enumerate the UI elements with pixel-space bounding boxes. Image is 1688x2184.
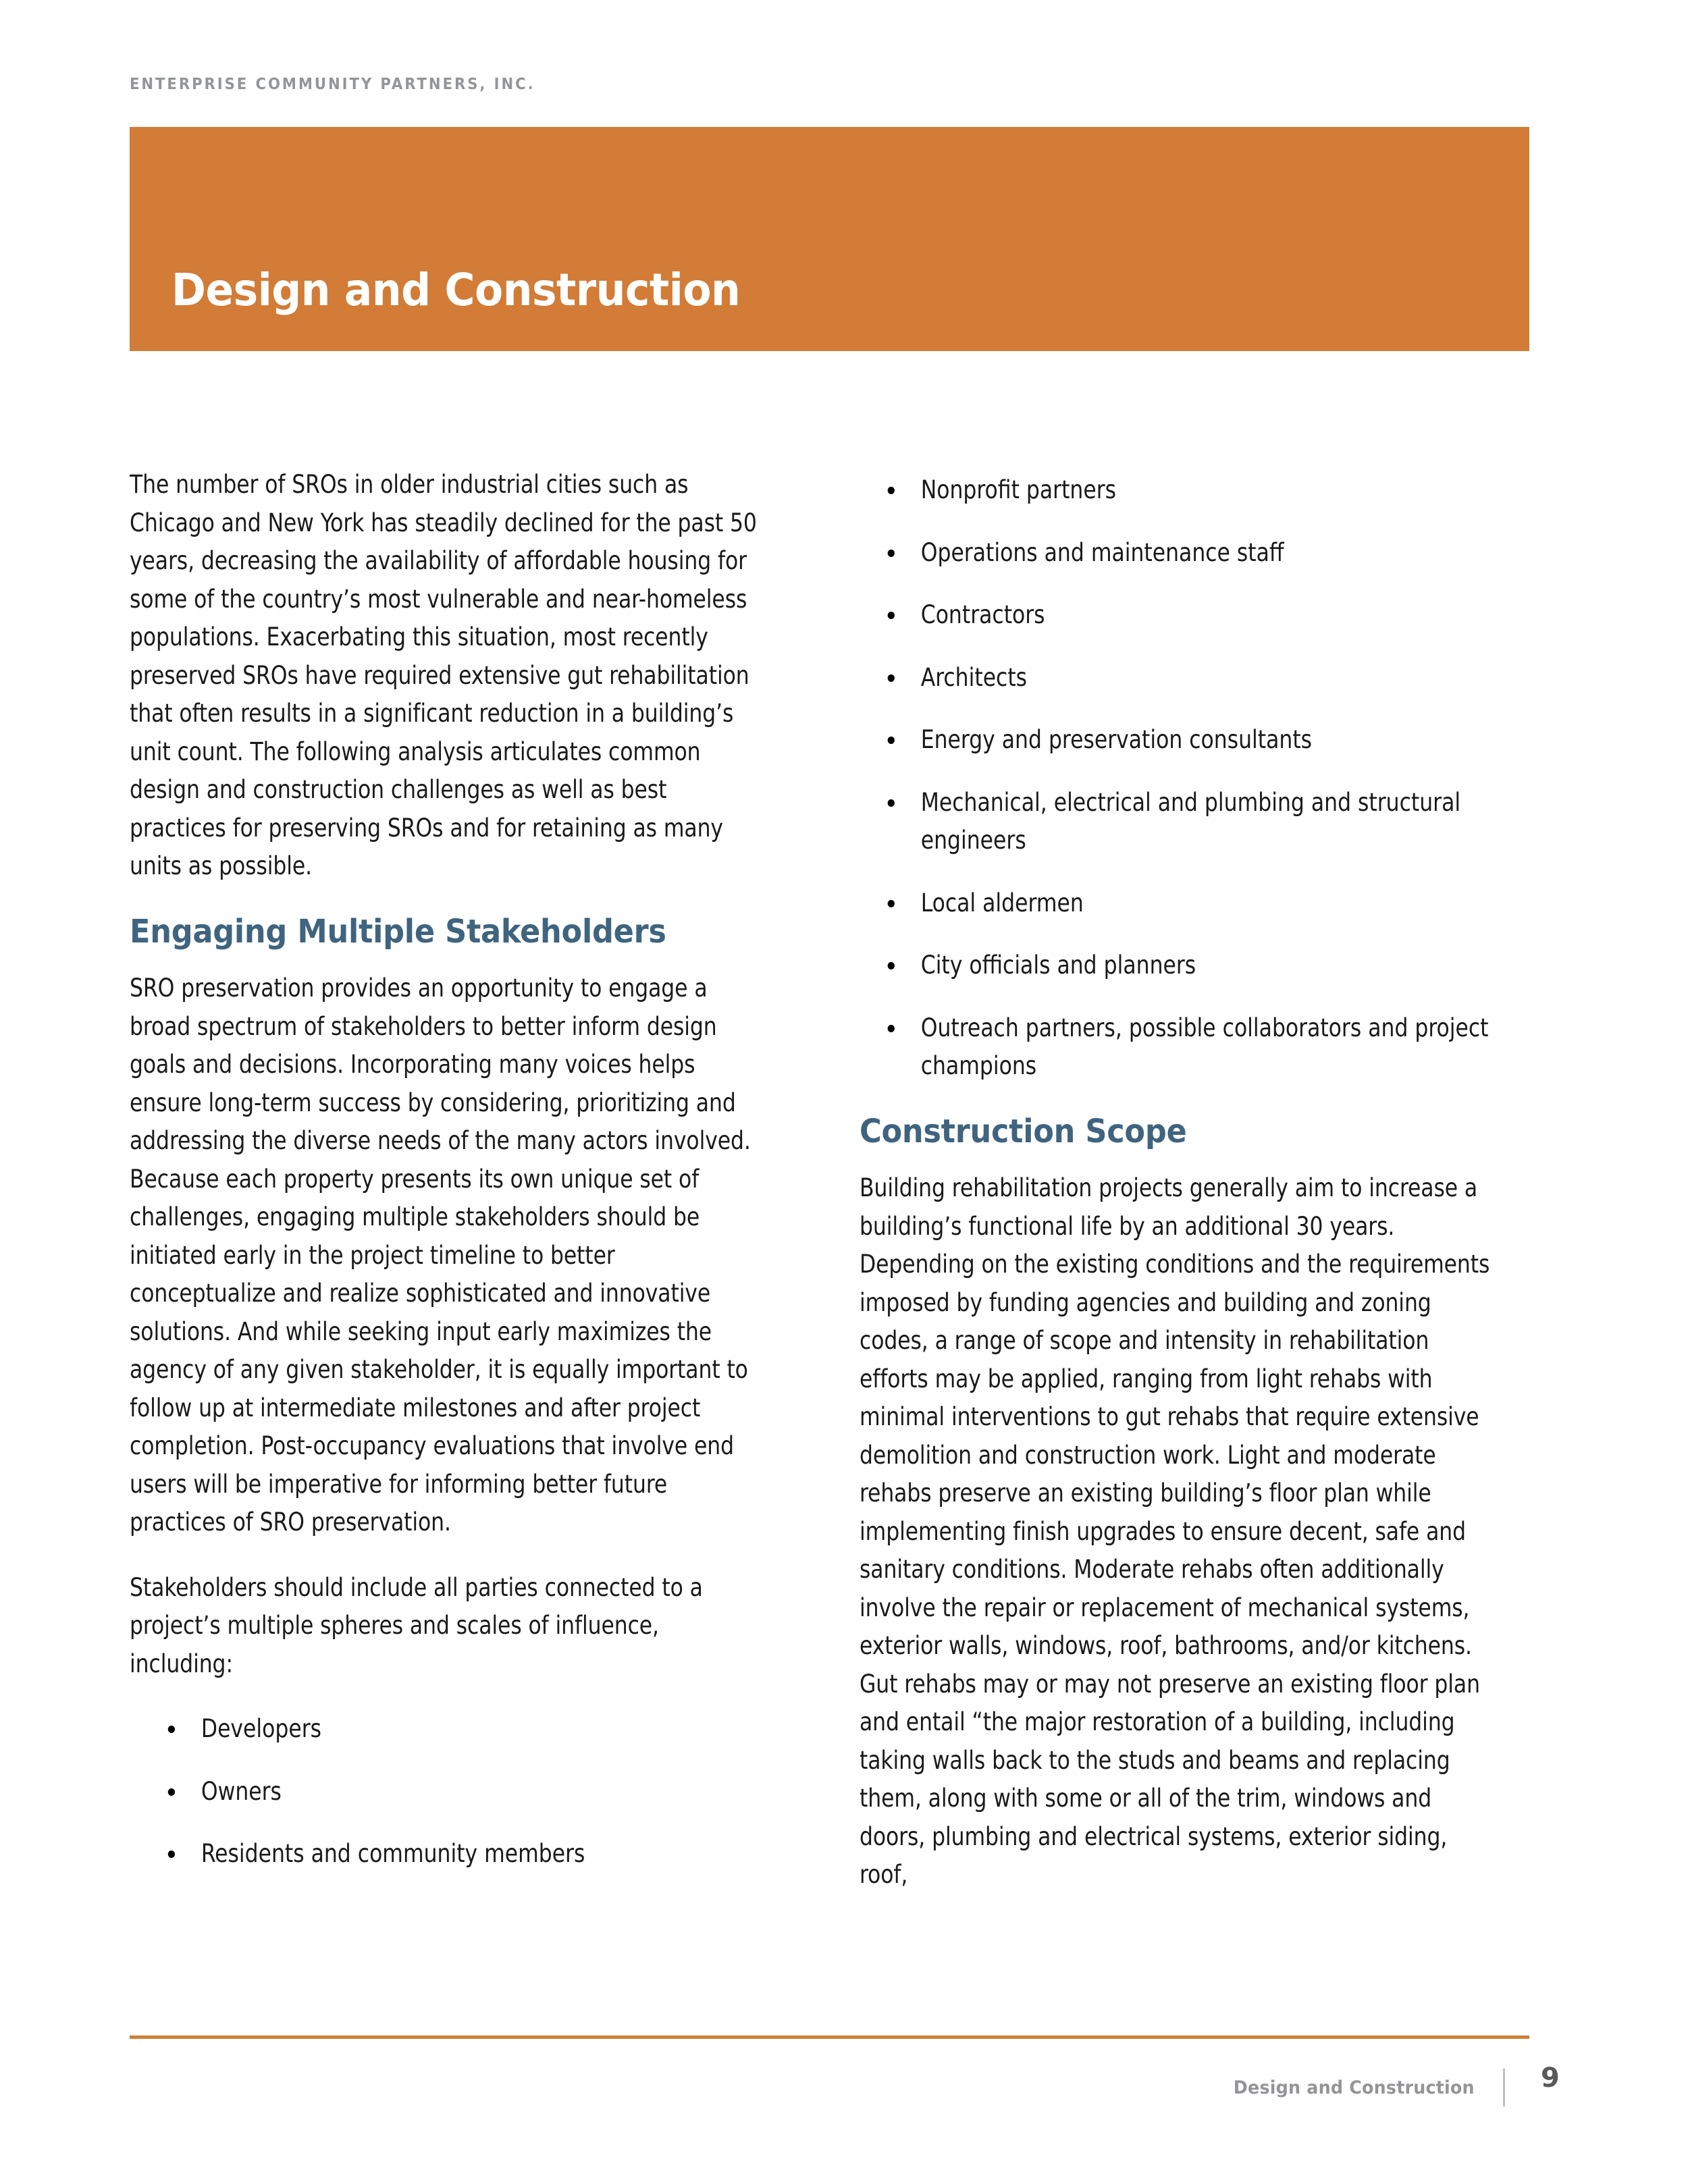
footer-rule xyxy=(130,2035,1529,2039)
footer-divider xyxy=(1503,2069,1505,2106)
running-head: ENTERPRISE COMMUNITY PARTNERS, INC. xyxy=(130,76,535,93)
list-item xyxy=(860,534,1493,572)
left-column xyxy=(130,466,800,1898)
page-number: 9 xyxy=(1541,2062,1560,2094)
bullet-dot-icon xyxy=(888,674,895,682)
list-item xyxy=(860,471,1493,510)
list-item-label: Architects xyxy=(920,662,1028,692)
chapter-banner xyxy=(130,127,1529,351)
bullet-dot-icon xyxy=(888,962,895,969)
list-item xyxy=(130,1835,763,1873)
list-item-label: Local aldermen xyxy=(920,888,1084,917)
footer-chapter-label: Design and Construction xyxy=(1233,2077,1475,2098)
chapter-title: Design and Construction xyxy=(172,264,741,316)
list-item xyxy=(860,659,1493,697)
list-item-label: Residents and community members xyxy=(201,1839,585,1869)
list-item-label: Operations and maintenance staff xyxy=(920,537,1284,567)
bullet-dot-icon xyxy=(168,1788,175,1796)
list-item xyxy=(860,784,1493,860)
bullet-dot-icon xyxy=(888,612,895,619)
bullet-dot-icon xyxy=(888,1025,895,1032)
bullet-dot-icon xyxy=(168,1726,175,1733)
body-columns xyxy=(130,466,1529,1898)
intro-paragraph: The number of SROs in older industrial cities such as Chicago and New York has steadily declined for the past 50 years, decreasing the availability of affordable housing for some of the country’s most vulnerable and near-homeless populations. Exacerbating this situation, most recently preserved SROs have required extensive gut rehabilitation that often results in a significant reduction in a building’s unit count. The following analysis articulates common design and construction challenges as well as best practices for preserving SROs and for retaining as many units as possible. xyxy=(130,470,757,880)
section-heading-construction-scope: Construction Scope xyxy=(860,1112,1187,1150)
list-item-label: Nonprofit partners xyxy=(920,475,1117,504)
right-column xyxy=(860,466,1530,1898)
list-item-label: City officials and planners xyxy=(920,951,1196,980)
stakeholder-list-left xyxy=(130,1710,800,1873)
list-item-label: Owners xyxy=(201,1776,282,1806)
bullet-dot-icon xyxy=(888,799,895,807)
list-item xyxy=(860,721,1493,760)
list-item xyxy=(130,1710,763,1749)
list-item-label: Developers xyxy=(201,1714,322,1744)
stakeholder-list-right xyxy=(860,471,1530,1086)
bullet-dot-icon xyxy=(888,737,895,744)
section-heading-engaging-multiple-stakeholders: Engaging Multiple Stakeholders xyxy=(130,912,666,951)
bullet-dot-icon xyxy=(168,1850,175,1858)
bullet-dot-icon xyxy=(888,487,895,494)
list-item-label: Energy and preservation consultants xyxy=(920,725,1313,754)
list-item xyxy=(130,1773,763,1811)
list-item-label: Contractors xyxy=(920,600,1045,629)
left-paragraph-2: Stakeholders should include all parties connected to a project’s multiple spheres and scales of influence, including: xyxy=(130,1572,703,1678)
bullet-dot-icon xyxy=(888,900,895,907)
list-item xyxy=(860,596,1493,635)
list-item xyxy=(860,884,1493,923)
list-item-label: Mechanical, electrical and plumbing and structural engineers xyxy=(920,787,1461,855)
left-paragraph-1: SRO preservation provides an opportunity to engage a broad spectrum of stakeholders to better inform design goals and decisions. Incorporating many voices helps ensure long-term success by considering, prioritizing and addressing the diverse needs of the many actors involved. Because each property presents its own unique set of challenges, engaging multiple stakeholders should be initiated early in the project timeline to better conceptualize and realize sophisticated and innovative solutions. And while seeking input early maximizes the agency of any given stakeholder, it is equally important to follow up at intermediate milestones and after project completion. Post-occupancy evaluations that involve end users will be imperative for informing better future practices of SRO preservation. xyxy=(130,974,751,1537)
list-item xyxy=(860,1009,1493,1086)
footer xyxy=(1218,2068,1529,2107)
bullet-dot-icon xyxy=(888,550,895,557)
list-item-label: Outreach partners, possible collaborators and project champions xyxy=(920,1013,1489,1080)
list-item xyxy=(860,947,1493,985)
right-paragraph-1: Building rehabilitation projects generally aim to increase a building’s functional life by an additional 30 years. Depending on the existing conditions and the requirements imposed by funding agencies and building and zoning codes, a range of scope and intensity in rehabilitation efforts may be applied, ranging from light rehabs with minimal interventions to gut rehabs that require extensive demolition and construction work. Light and moderate rehabs preserve an existing building’s floor plan while implementing finish upgrades to ensure decent, safe and sanitary conditions. Moderate rehabs often additionally involve the repair or replacement of mechanical systems, exterior walls, windows, roof, bathrooms, and/or kitchens. Gut rehabs may or may not preserve an existing floor plan and entail “the major restoration of a building, including taking walls back to the studs and beams and replacing them, along with some or all of the trim, windows and doors, plumbing and electrical systems, exterior siding, roof, xyxy=(860,1173,1490,1890)
